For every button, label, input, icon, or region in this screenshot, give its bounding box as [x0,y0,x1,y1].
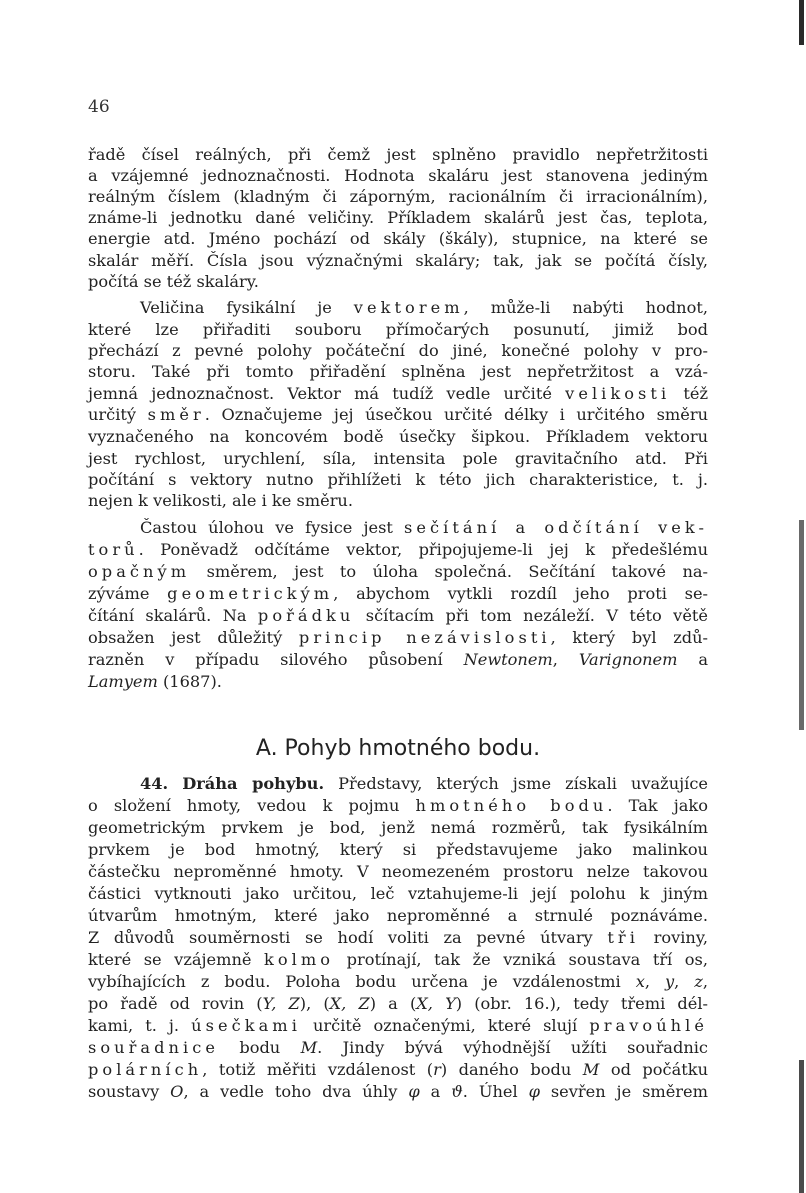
text-line: počítání s vektory nutno přihlížeti k této jich charakteristice, t. j. [88,470,708,489]
text-line: určitý směr. Označujeme jej úsečkou určité délky i určitého směru [88,405,708,424]
text-line: o složení hmoty, vedou k pojmu hmotného bodu. Tak jako [88,796,708,815]
text-line: souřadnice bodu M. Jindy bývá výhodnější užíti souřadnic [88,1038,708,1057]
text-line: opačným směrem, jest to úloha společná. Sečítání takové na- [88,562,708,581]
text-line: Lamyem (1687). [88,672,222,691]
emphasis: souřadnice [88,1038,219,1057]
text-line: částici vytknouti jako určitou, leč vztahujeme-li její polohu k jiným [88,884,708,903]
text-line: storu. Také při tomto přiřadění splněna jest nepřetržitost a vzá- [88,362,708,381]
text-line: čítání skalárů. Na pořádku sčítacím při tom nezáleží. V této větě [88,606,708,625]
scan-edge-mark [799,1060,804,1193]
text-line: kami, t. j. úsečkami určitě označenými, které slují pravoúhlé [88,1016,709,1035]
text-line: obsažen jest důležitý princip nezávislosti, který byl zdů- [88,628,708,647]
text-line: počítá se též skaláry. [88,272,259,291]
section-heading: A. Pohyb hmotného bodu. [255,736,541,761]
text-line: razněn v případu silového působení Newtonem, Varignonem a [88,650,708,669]
text-line: po řadě od rovin (Y, Z), (X, Z) a (X, Y) (obr. 16.), tedy třemi dél- [88,994,708,1013]
text-line: reálným číslem (kladným či záporným, racionálním či irracionálním), [88,187,708,206]
text-line: jemná jednoznačnost. Vektor má tudíž vedle určité velikosti též [88,384,708,403]
emphasis: úsečkami [191,1016,301,1035]
text-line: jest rychlost, urychlení, síla, intensita pole gravitačního atd. Při [88,449,708,468]
emphasis: sečítání a odčítání vek- [404,518,708,537]
text-line: které lze přiřaditi souboru přímočarých posunutí, jimiž bod [88,320,708,339]
emphasis: pořádku [257,606,355,625]
emphasis: kolmo [264,950,335,969]
scan-edge-mark [799,0,804,45]
text-line: nejen k velikosti, ale i ke směru. [88,491,353,510]
text-line: Veličina fysikální je vektorem, může-li nabýti hodnot, [140,298,708,317]
emphasis: hmotného bodu [415,796,608,815]
page-number: 46 [88,97,110,117]
text-line: řadě čísel reálných, při čemž jest splněno pravidlo nepřetržitosti [88,145,708,164]
text-line: částečku neproměnné hmoty. V neomezeném prostoru nelze takovou [88,862,708,881]
text-line: vyznačeného na koncovém bodě úsečky šipkou. Příkladem vektoru [88,427,708,446]
scan-edge-mark [799,520,804,730]
text-line: zýváme geometrickým, abychom vytkli rozdíl jeho proti se- [88,584,709,603]
text-line: polárních, totiž měřiti vzdálenost (r) daného bodu M od počátku [88,1060,708,1079]
text-line: soustavy O, a vedle toho dva úhly φ a ϑ. Úhel φ sevřen je směrem [88,1082,708,1101]
emphasis: opačným [88,562,191,581]
text-line: útvarům hmotným, které jako neproměnné a strnulé poznáváme. [88,906,708,925]
emphasis: polárních [88,1060,203,1079]
text-line: známe-li jednotku dané veličiny. Příkladem skalárů jest čas, teplota, [88,208,708,227]
emphasis: pravoúhlé [589,1016,709,1035]
section-number: 44. [140,774,169,793]
text-line: energie atd. Jméno pochází od skály (škály), stupnice, na které se [88,229,708,248]
emphasis: geometrickým [167,584,334,603]
text-line: skalár měří. Čísla jsou význačnými skaláry; tak, jak se počítá čísly, [88,251,708,270]
emphasis: směr [147,405,205,424]
emphasis: torů [88,540,139,559]
text-line: které se vzájemně kolmo protínají, tak že vzniká soustava tří os, [88,950,708,969]
text-line: Častou úlohou ve fysice jest sečítání a odčítání vek- [140,518,708,537]
text-line: geometrickým prvkem je bod, jenž nemá rozměrů, tak fysikálním [88,818,708,837]
text-line: vybíhajících z bodu. Poloha bodu určena je vzdálenostmi x, y, z, [88,972,709,991]
text-line: 44. Dráha pohybu. Představy, kterých jsme získali uvažujíce [140,774,708,793]
text-line: torů. Poněvadž odčítáme vektor, připojujeme-li jej k předešlému [88,540,708,559]
emphasis: princip nezávislosti [298,628,551,647]
name-varignon: Varignonem [578,650,678,669]
emphasis: tři [607,928,639,947]
text-line: Z důvodů souměrnosti se hodí voliti za pevné útvary tři roviny, [88,928,708,947]
name-lamy: Lamyem [88,672,158,691]
emphasis: velikosti [565,384,671,403]
text-line: a vzájemné jednoznačnosti. Hodnota skaláru jest stanovena jediným [88,166,708,185]
emphasis: vektorem [353,298,464,317]
text-line: prvkem je bod hmotný, který si představujeme jako malinkou [88,840,708,859]
text-line: přechází z pevné polohy počáteční do jiné, konečné polohy v pro- [88,341,708,360]
subsection-title: Dráha pohybu. [182,774,325,793]
name-newton: Newtonem [463,650,553,669]
